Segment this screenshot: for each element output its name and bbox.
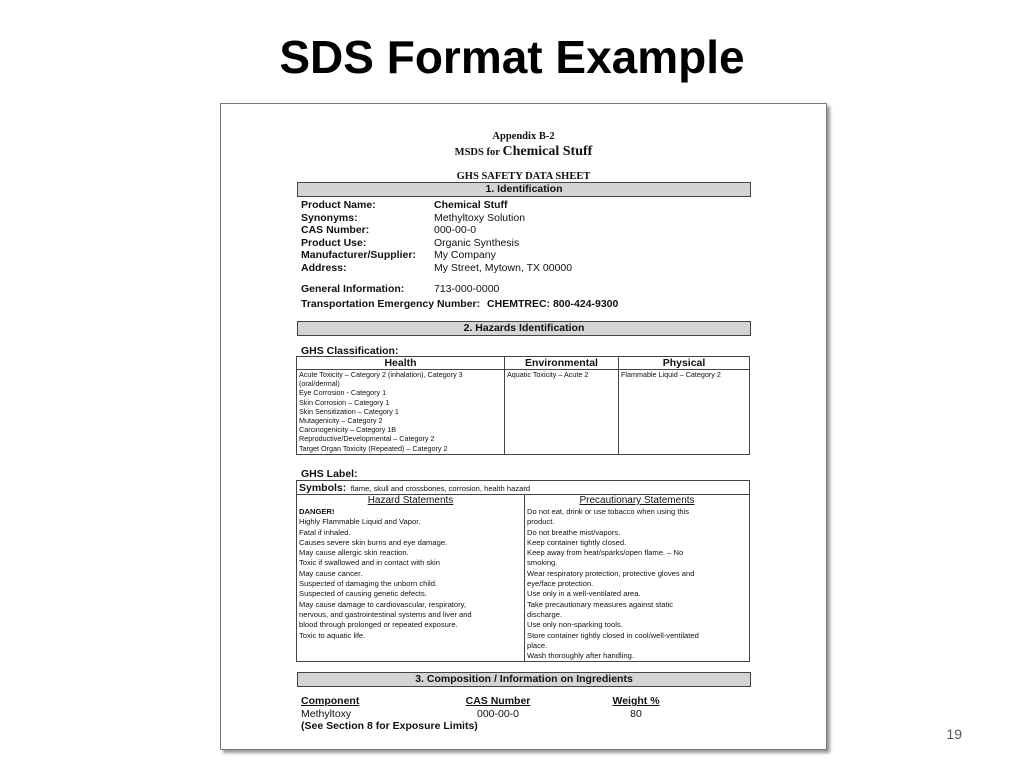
- symbols-value: flame, skull and crossbones, corrosion, health hazard: [350, 484, 531, 493]
- hazard-statement: May cause cancer.: [299, 568, 363, 578]
- hazard-statements-cell: [297, 495, 525, 662]
- field-label: CAS Number:: [301, 224, 370, 236]
- precautionary-statement: Keep container tightly closed.: [527, 537, 627, 547]
- component-weight-cell: 80: [630, 708, 642, 720]
- section-2-header: 2. Hazards Identification: [297, 321, 751, 336]
- field-value: My Street, Mytown, TX 00000: [434, 261, 573, 274]
- component-column-header: Component: [301, 695, 360, 707]
- section-1-header: 1. Identification: [297, 182, 751, 197]
- sds-document-image: [220, 103, 827, 750]
- symbols-label: Symbols:: [299, 482, 347, 494]
- precautionary-statement: place.: [527, 640, 548, 650]
- hazard-statement: blood through prolonged or repeated exposure.: [299, 620, 458, 630]
- field-label: Synonyms:: [301, 211, 358, 224]
- chemical-name-heading: Chemical Stuff: [502, 144, 593, 159]
- hazard-statement: Fatal if inhaled.: [299, 527, 351, 537]
- field-value: Chemical Stuff: [434, 199, 508, 211]
- hazard-statement: May cause allergic skin reaction.: [299, 548, 409, 558]
- transport-emergency-row: [301, 298, 721, 311]
- section-3-header: 3. Composition / Information on Ingredients: [297, 672, 751, 687]
- hazard-statement: Suspected of damaging the unborn child.: [299, 579, 438, 589]
- cas-number-column-header: CAS Number: [465, 695, 531, 707]
- ghs-label-table: [296, 480, 750, 662]
- physical-hazard-cell: Flammable Liquid – Category 2: [619, 370, 750, 455]
- hazard-statement: Highly Flammable Liquid and Vapor.: [299, 517, 421, 527]
- component-name-cell: Methyltoxy: [301, 708, 352, 720]
- precautionary-statement: Wear respiratory protection, protective gloves and: [527, 568, 695, 578]
- health-hazard-line: Carcinogenicity – Category 1B: [299, 425, 397, 435]
- health-hazard-line: (oral/dermal): [299, 379, 340, 389]
- msds-for-label: MSDS for: [454, 147, 500, 158]
- column-header-environmental: Environmental: [505, 357, 619, 370]
- symbols-row: [297, 481, 750, 495]
- health-hazard-line: Reproductive/Developmental – Category 2: [299, 434, 435, 444]
- field-label: General Information:: [301, 283, 405, 295]
- health-hazard-line: Acute Toxicity – Category 2 (inhalation), Category 3: [299, 370, 463, 379]
- health-hazard-line: Target Organ Toxicity (Repeated) – Category 2: [299, 443, 448, 453]
- precautionary-statement: Do not breathe mist/vapors.: [527, 527, 621, 537]
- hazard-statements-title: Hazard Statements: [367, 495, 454, 506]
- precautionary-statement: Use only non-sparking tools.: [527, 620, 623, 630]
- hazard-statement: Suspected of causing genetic defects.: [299, 589, 427, 599]
- field-value: 713-000-0000: [434, 283, 500, 295]
- precautionary-statement: Use only in a well-ventilated area.: [527, 589, 641, 599]
- column-header-physical: Physical: [619, 357, 750, 370]
- ghs-label-title: GHS Label:: [301, 468, 358, 480]
- precautionary-statement: Take precautionary measures against static: [527, 599, 674, 609]
- field-label: Product Use:: [301, 236, 367, 249]
- weight-column-header: Weight %: [612, 695, 660, 707]
- danger-signal-word: DANGER!: [299, 507, 335, 516]
- field-value: 000-00-0: [434, 224, 477, 236]
- component-cas-cell: 000-00-0: [476, 708, 520, 720]
- hazard-statement: Causes severe skin burns and eye damage.: [299, 537, 448, 547]
- exposure-limits-note: (See Section 8 for Exposure Limits): [301, 720, 478, 732]
- field-value: My Company: [434, 249, 496, 261]
- appendix-label: Appendix B-2: [492, 131, 555, 142]
- page-number: 19: [946, 726, 962, 742]
- field-label: Transportation Emergency Number:: [301, 298, 481, 310]
- health-hazard-line: Skin Sensitization – Category 1: [299, 406, 399, 416]
- health-hazards-cell: [297, 370, 505, 455]
- hazard-statement: Toxic if swallowed and in contact with skin: [299, 558, 440, 568]
- precautionary-statement: smoking.: [527, 558, 558, 568]
- hazard-statement: nervous, and gastrointestinal systems and liver and: [299, 609, 472, 619]
- ghs-classification-label: GHS Classification:: [301, 345, 399, 357]
- precautionary-statements-cell: [525, 495, 750, 662]
- ghs-sheet-title: GHS SAFETY DATA SHEET: [456, 171, 591, 182]
- hazard-statement: May cause damage to cardiovascular, respiratory,: [299, 599, 466, 609]
- precautionary-statement: eye/face protection.: [527, 579, 594, 589]
- health-hazard-line: Mutagenicity – Category 2: [299, 416, 383, 426]
- field-label: Manufacturer/Supplier:: [301, 249, 416, 261]
- precautionary-statements-title: Precautionary Statements: [579, 495, 695, 506]
- field-label: Address:: [301, 261, 347, 274]
- precautionary-statement: Store container tightly closed in cool/well-ventilated: [527, 630, 699, 640]
- hazard-statement: Toxic to aquatic life.: [299, 630, 366, 640]
- environmental-hazard-cell: Aquatic Toxicity – Acute 2: [505, 370, 619, 455]
- field-value: CHEMTREC: 800-424-9300: [487, 298, 619, 310]
- ghs-classification-table: [296, 356, 750, 455]
- field-value: Organic Synthesis: [434, 236, 520, 249]
- precautionary-statement: product.: [527, 517, 555, 527]
- field-value: Methyltoxy Solution: [434, 211, 526, 224]
- precautionary-statement: Do not eat, drink or use tobacco when using this: [527, 507, 690, 516]
- health-hazard-line: Eye Corrosion - Category 1: [299, 388, 387, 398]
- msds-title: [221, 144, 826, 160]
- precautionary-statement: Keep away from heat/sparks/open flame. – No: [527, 548, 684, 558]
- slide-title: SDS Format Example: [279, 31, 745, 83]
- precautionary-statement: Wash thoroughly after handling.: [527, 651, 634, 661]
- health-hazard-line: Skin Corrosion – Category 1: [299, 397, 390, 407]
- precautionary-statement: discharge.: [527, 609, 563, 619]
- column-header-health: Health: [297, 357, 505, 370]
- field-label: Product Name:: [301, 199, 376, 211]
